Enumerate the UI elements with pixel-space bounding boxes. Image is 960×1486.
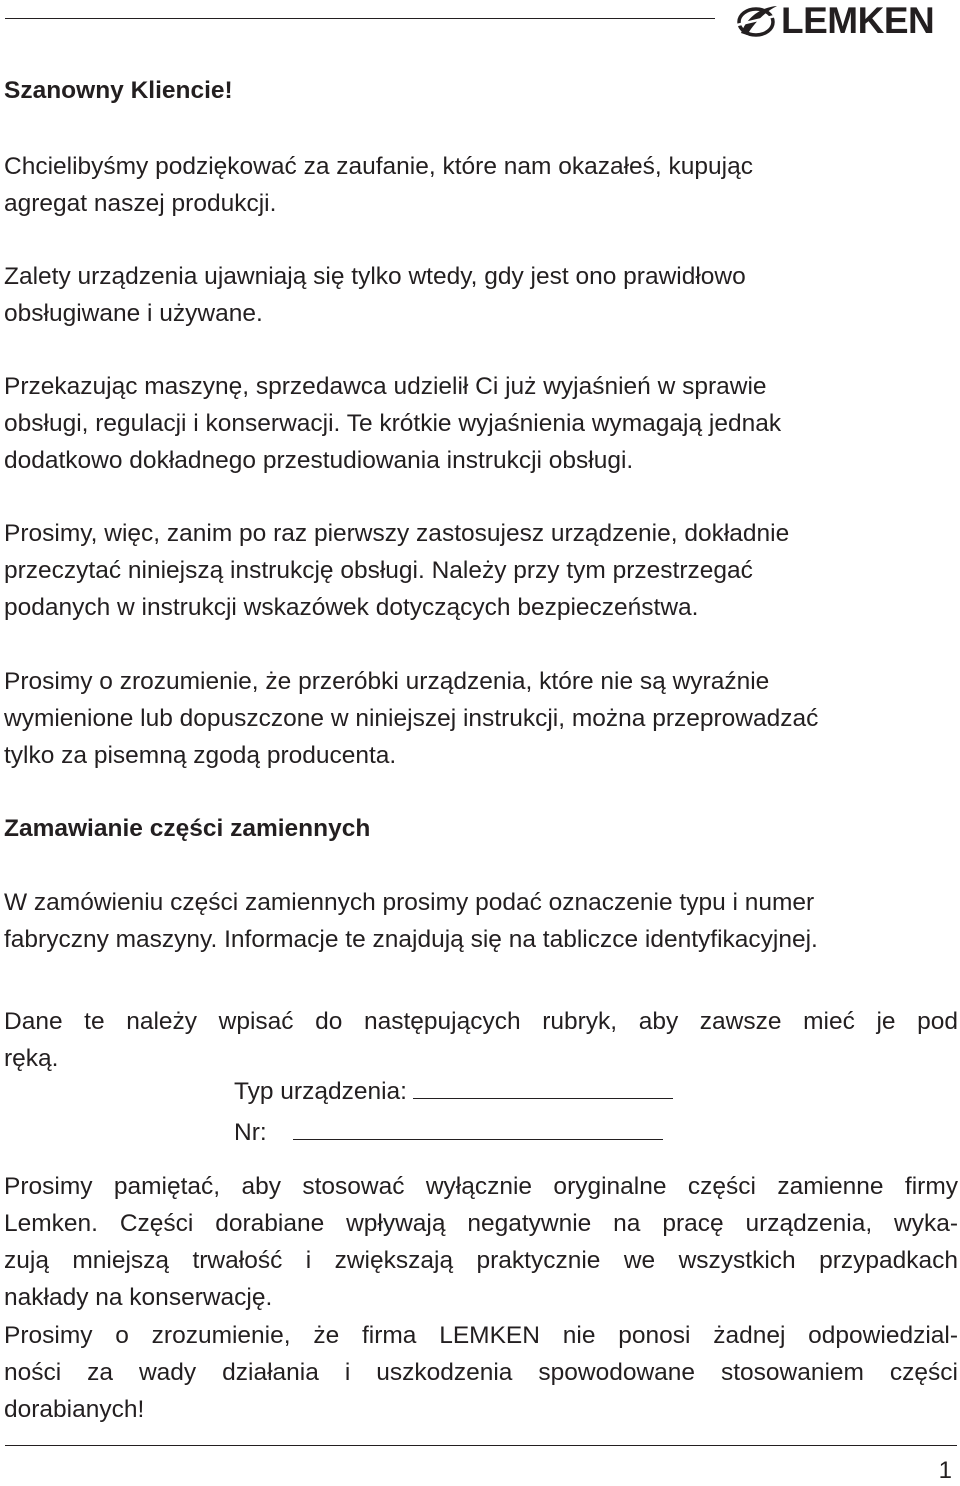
text-line: Prosimy o zrozumienie, że firma LEMKEN nie ponosi żadnej odpowiedzial-	[4, 1322, 958, 1349]
logo-text: LEMKEN	[781, 0, 935, 41]
section-heading: Zamawianie części zamiennych	[4, 815, 371, 842]
text-line: podanych w instrukcji wskazówek dotyczących bezpieczeństwa.	[4, 594, 699, 621]
liability-paragraph	[4, 1317, 958, 1428]
original-parts-paragraph	[4, 1168, 958, 1316]
intro-paragraph	[4, 148, 753, 222]
text-line: Prosimy o zrozumienie, że przeróbki urządzenia, które nie są wyraźnie	[4, 668, 770, 695]
text-line: obsługiwane i używane.	[4, 300, 263, 327]
text-line: W zamówieniu części zamiennych prosimy podać oznaczenie typu i numer	[4, 889, 815, 916]
modifications-paragraph	[4, 663, 818, 774]
machine-type-field	[234, 1073, 673, 1110]
text-line: ności za wady działania i uszkodzenia spowodowane stosowaniem części	[4, 1359, 958, 1386]
serial-number-label: Nr:	[234, 1119, 267, 1146]
text-line: wymienione lub dopuszczone w niniejszej instrukcji, można przeprowadzać	[4, 705, 819, 732]
text-line: dodatkowo dokładnego przestudiowania instrukcji obsługi.	[4, 447, 634, 474]
order-parts-paragraph	[4, 884, 818, 958]
text-line: fabryczny maszyny. Informacje te znajdują się na tabliczce identyfikacyjnej.	[4, 926, 818, 953]
text-line: Prosimy pamiętać, aby stosować wyłącznie oryginalne części zamienne firmy	[4, 1173, 958, 1200]
text-line: Zalety urządzenia ujawniają się tylko wtedy, gdy jest ono prawidłowo	[4, 263, 746, 290]
machine-type-input-line[interactable]	[413, 1074, 673, 1099]
text-line: dorabianych!	[4, 1396, 145, 1423]
handover-paragraph	[4, 368, 781, 479]
text-line: obsługi, regulacji i konserwacji. Te krótkie wyjaśnienia wymagają jednak	[4, 410, 782, 437]
text-line: Lemken. Części dorabiane wpływają negatywnie na pracę urządzenia, wyka-	[4, 1210, 958, 1237]
text-line: ręką.	[4, 1045, 59, 1072]
header-rule	[5, 18, 715, 19]
text-line: nakłady na konserwację.	[4, 1284, 273, 1311]
machine-type-label: Typ urządzenia:	[234, 1078, 407, 1105]
advantages-paragraph	[4, 258, 746, 332]
greeting: Szanowny Kliencie!	[4, 77, 233, 104]
serial-number-field	[234, 1114, 663, 1151]
lemken-logo	[735, 0, 957, 41]
text-line: agregat naszej produkcji.	[4, 190, 277, 217]
text-line: Dane te należy wpisać do następujących rubryk, aby zawsze mieć je pod	[4, 1008, 958, 1035]
text-line: Prosimy, więc, zanim po raz pierwszy zastosujesz urządzenie, dokładnie	[4, 520, 790, 547]
text-line: przeczytać niniejszą instrukcję obsługi. Należy przy tym przestrzegać	[4, 557, 753, 584]
lemken-swoosh-icon	[735, 3, 779, 39]
read-instructions-paragraph	[4, 515, 789, 626]
page-number: 1	[938, 1457, 952, 1484]
text-line: zują mniejszą trwałość i zwiększają praktycznie we wszystkich przypadkach	[4, 1247, 958, 1274]
serial-number-input-line[interactable]	[293, 1115, 663, 1140]
text-line: tylko za pisemną zgodą producenta.	[4, 742, 397, 769]
text-line: Przekazując maszynę, sprzedawca udzielił Ci już wyjaśnień w sprawie	[4, 373, 767, 400]
fill-in-paragraph	[4, 1003, 958, 1077]
footer-rule	[5, 1445, 957, 1446]
text-line: Chcielibyśmy podziękować za zaufanie, które nam okazałeś, kupując	[4, 153, 753, 180]
